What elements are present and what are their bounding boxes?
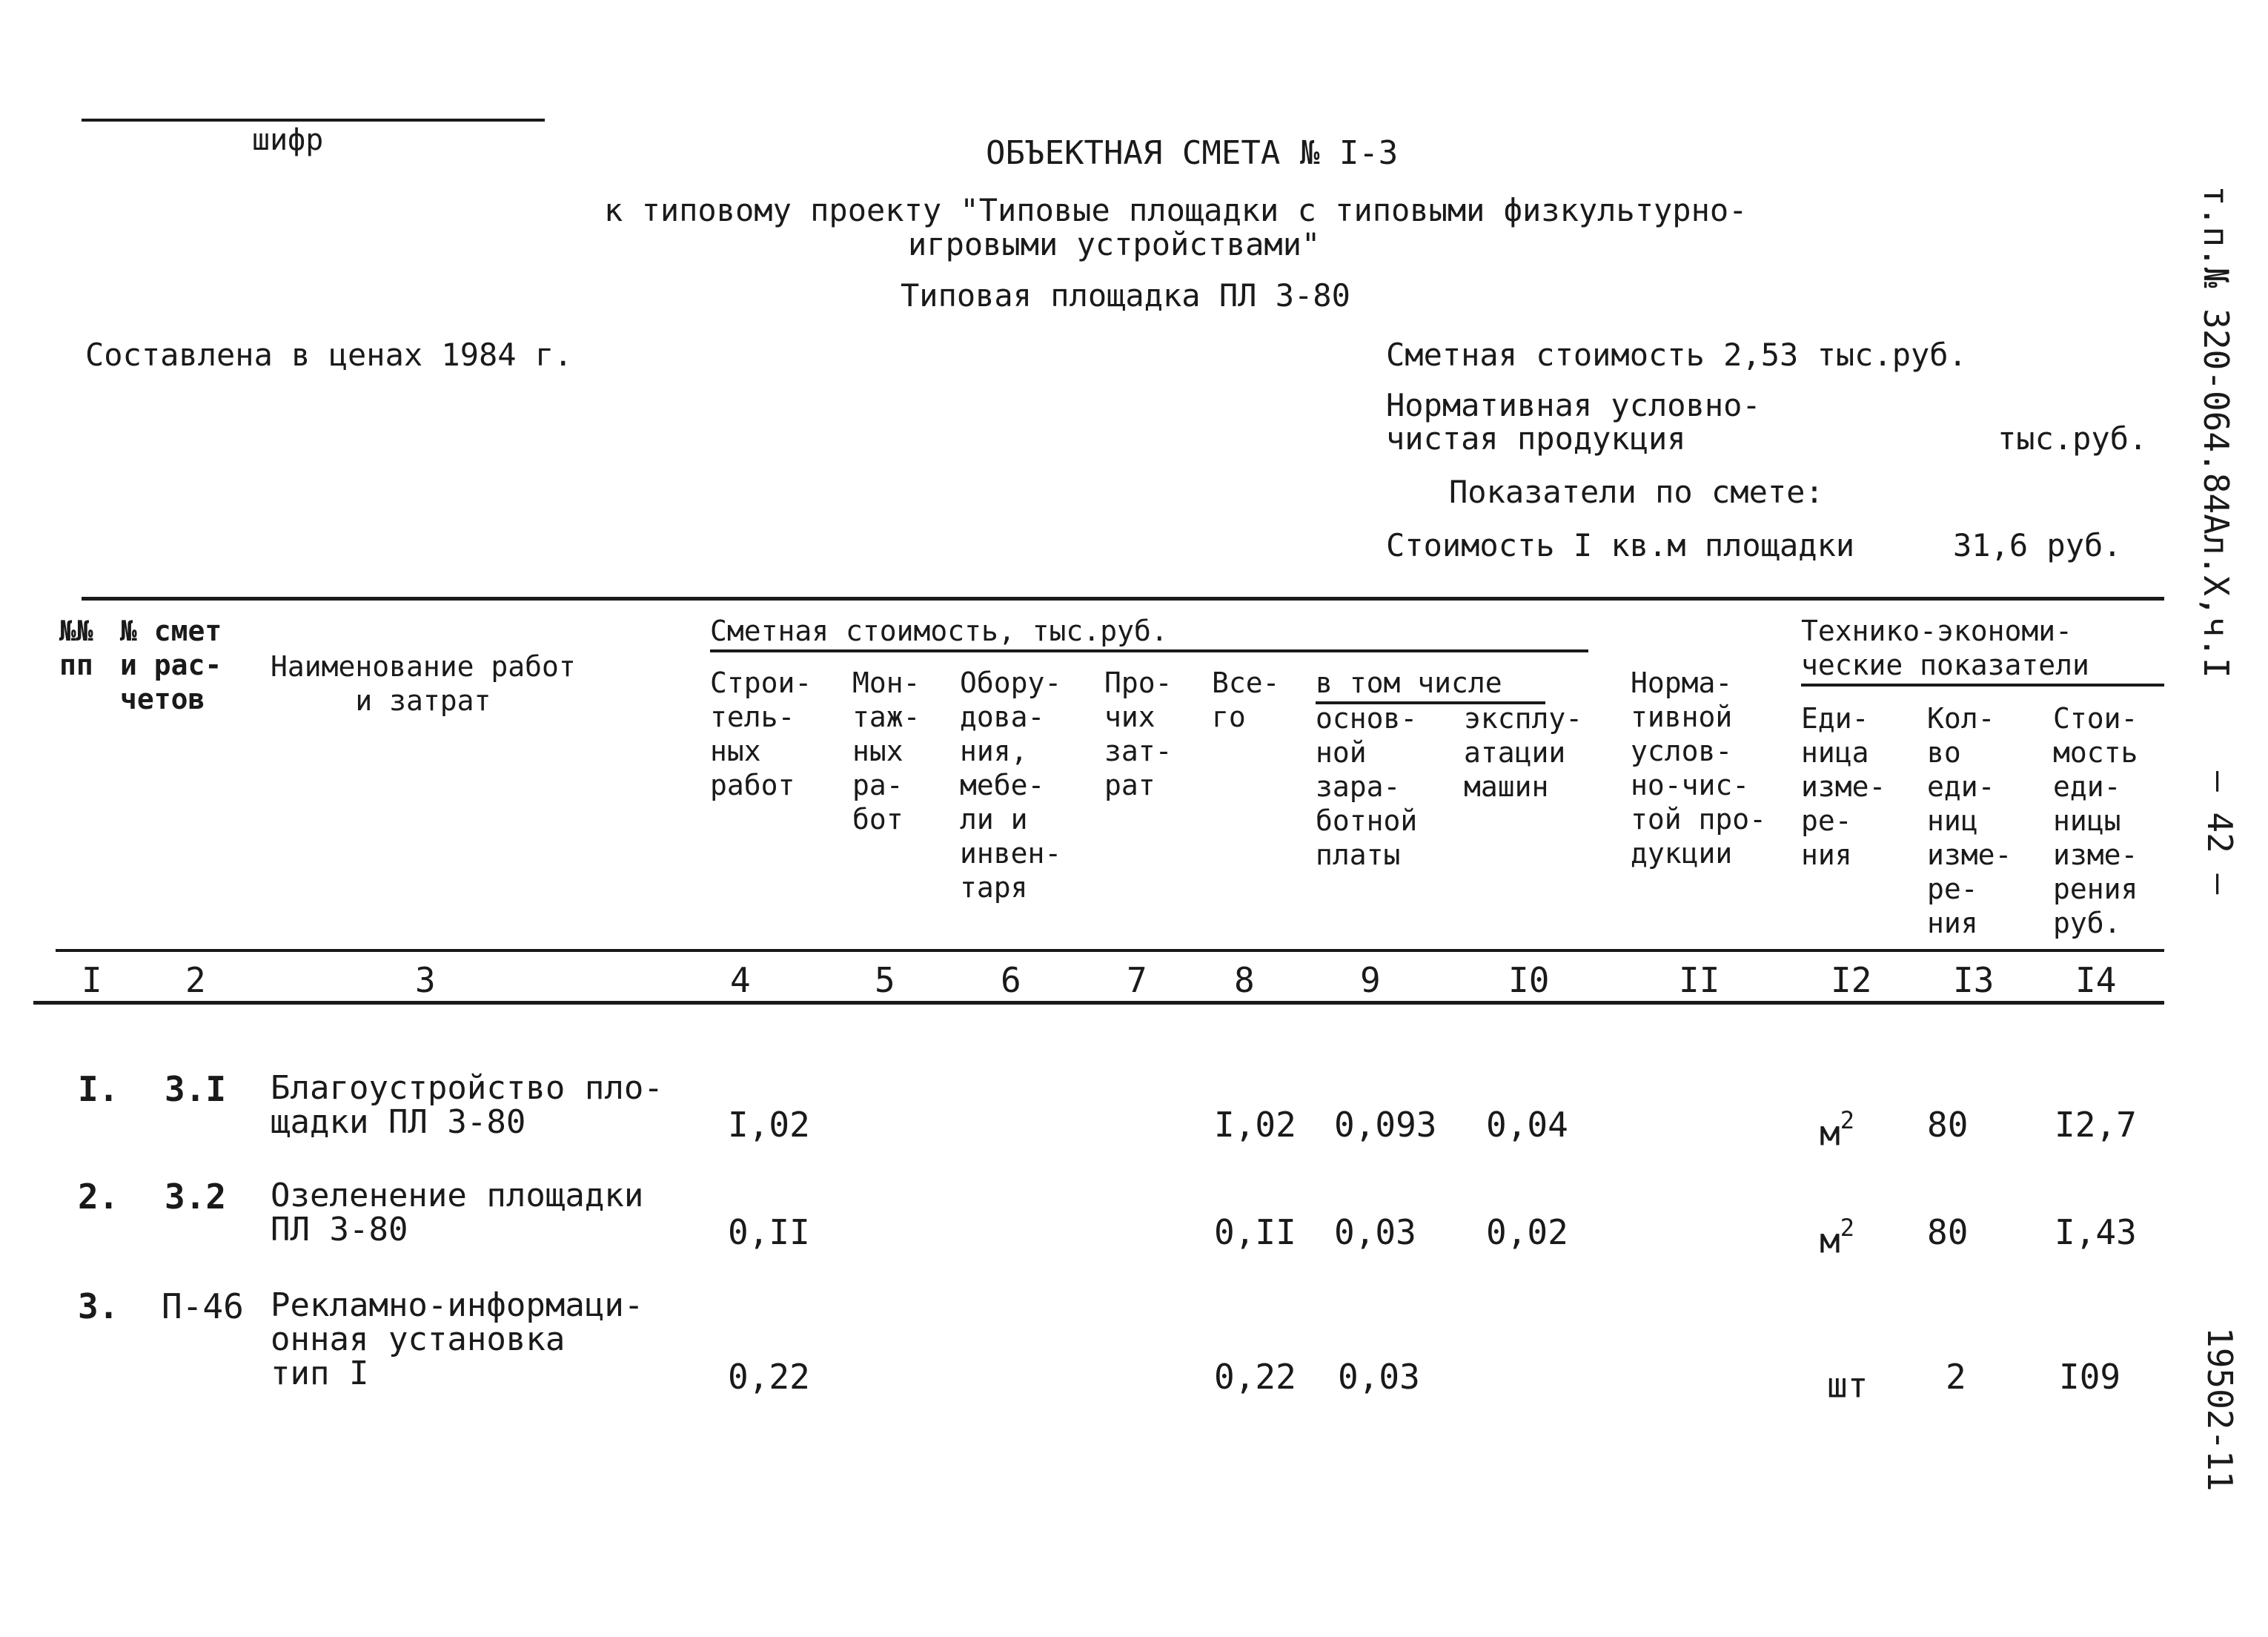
row-work-name: Озеленение площадки ПЛ 3-80 [271, 1177, 644, 1249]
header-col-9: основ- ной зара- ботной платы [1316, 702, 1418, 871]
header-group-tech-rule [1801, 684, 2164, 687]
subtitle-line-3: Типовая площадка ПЛ 3-80 [901, 277, 1350, 314]
column-number-6: 6 [1001, 960, 1021, 1000]
prices-note: Составлена в ценах 1984 г. [85, 337, 573, 373]
row-estimate-code: 3.I [165, 1069, 227, 1109]
normative-label-1: Нормативная условно- [1386, 387, 1761, 423]
column-number-11: II [1679, 960, 1720, 1000]
row-total-cost: 0,22 [1214, 1357, 1296, 1397]
row-number: 3. [78, 1286, 119, 1326]
row-unit [1820, 1214, 1854, 1261]
row-work-name: Благоустройство пло- щадки ПЛ 3-80 [271, 1069, 663, 1141]
row-unit-cost: I2,7 [2055, 1105, 2137, 1145]
column-number-10: I0 [1508, 960, 1550, 1000]
header-col-7: Про- чих зат- рат [1104, 667, 1173, 801]
header-bottom-rule [56, 949, 2164, 952]
normative-unit: тыс.руб. [1997, 420, 2148, 457]
column-numbers-rule [33, 1001, 2164, 1005]
row-work-name: Рекламно-информаци- онная установка тип I [271, 1286, 644, 1392]
cipher-label: шифр [252, 123, 324, 157]
header-col-4: Строи- тель- ных работ [710, 667, 812, 801]
column-number-12: I2 [1831, 960, 1872, 1000]
document-title: ОБЪЕКТНАЯ СМЕТА № I-3 [986, 134, 1399, 172]
row-construction-cost: 0,22 [728, 1357, 810, 1397]
row-quantity: 80 [1927, 1105, 1969, 1145]
row-quantity: 80 [1927, 1212, 1969, 1252]
row-wage-cost: 0,093 [1334, 1105, 1437, 1145]
column-number-9: 9 [1360, 960, 1381, 1000]
project-code-note: т.п.№ 320-064.84Ал.X,ч.I [2196, 185, 2236, 678]
row-total-cost: I,02 [1214, 1105, 1296, 1145]
row-unit-exponent: 2 [1840, 1106, 1854, 1134]
row-unit-cost: I09 [2059, 1357, 2121, 1397]
subtitle-line-2: игровыми устройствами" [908, 226, 1321, 262]
cost-per-m2-label: Стоимость I кв.м площадки [1386, 527, 1855, 563]
header-group-including: в том числе [1316, 666, 1545, 704]
header-col-1: №№ пп [59, 615, 93, 681]
subtitle-line-1: к типовому проекту "Типовые площадки с типовыми физкультурно- [604, 192, 1748, 228]
estimated-cost: Сметная стоимость 2,53 тыс.руб. [1386, 337, 1967, 373]
row-machine-cost: 0,02 [1486, 1212, 1568, 1252]
header-col-8: Все- го [1212, 667, 1280, 733]
header-col-12: Еди- ница изме- ре- ния [1801, 702, 1886, 871]
row-wage-cost: 0,03 [1334, 1212, 1416, 1252]
column-number-13: I3 [1953, 960, 1995, 1000]
row-unit [1827, 1359, 1869, 1406]
row-estimate-code: 3.2 [165, 1177, 227, 1217]
row-unit-exponent: 2 [1840, 1214, 1854, 1242]
row-unit-text: м [1820, 1220, 1840, 1261]
row-unit [1820, 1106, 1854, 1154]
row-construction-cost: 0,II [728, 1212, 810, 1252]
header-group-cost: Сметная стоимость, тыс.руб. [710, 614, 1588, 652]
column-number-2: 2 [185, 960, 206, 1000]
page-mark: — 42 — [2200, 771, 2240, 895]
header-col-3: Наименование работ и затрат [271, 650, 576, 717]
row-estimate-code: П-46 [162, 1286, 244, 1326]
column-number-8: 8 [1234, 960, 1255, 1000]
normative-label-2: чистая продукция [1386, 420, 1686, 457]
row-unit-text: м [1820, 1113, 1840, 1154]
row-number: I. [78, 1069, 119, 1109]
column-number-4: 4 [730, 960, 751, 1000]
column-number-1: I [82, 960, 102, 1000]
row-unit-cost: I,43 [2055, 1212, 2137, 1252]
sheet-code-note: 19502-11 [2200, 1327, 2240, 1492]
header-col-11: Норма- тивной услов- но-чис- той про- дукции [1631, 667, 1767, 870]
header-col-5: Мон- таж- ных ра- бот [852, 667, 921, 836]
column-number-5: 5 [875, 960, 895, 1000]
row-number: 2. [78, 1177, 119, 1217]
column-number-7: 7 [1127, 960, 1147, 1000]
cost-per-m2-value: 31,6 руб. [1953, 527, 2122, 563]
column-number-14: I4 [2075, 960, 2117, 1000]
header-group-tech: Технико-экономи- ческие показатели [1801, 615, 2089, 681]
header-col-10: эксплу- атации машин [1464, 702, 1583, 803]
row-unit-text: шт [1827, 1365, 1869, 1406]
header-col-14: Стои- мость еди- ницы изме- рения руб. [2053, 702, 2138, 939]
header-col-6: Обору- дова- ния, мебе- ли и инвен- таря [960, 667, 1062, 904]
table-top-rule [82, 597, 2164, 601]
row-wage-cost: 0,03 [1338, 1357, 1420, 1397]
indicators-title: Показатели по смете: [1449, 474, 1824, 510]
header-col-2: № смет и рас- четов [120, 615, 222, 715]
row-total-cost: 0,II [1214, 1212, 1296, 1252]
header-col-13: Кол- во еди- ниц изме- ре- ния [1927, 702, 2012, 939]
column-number-3: 3 [415, 960, 436, 1000]
row-construction-cost: I,02 [728, 1105, 810, 1145]
row-quantity: 2 [1946, 1357, 1966, 1397]
cipher-line [82, 119, 545, 122]
row-machine-cost: 0,04 [1486, 1105, 1568, 1145]
